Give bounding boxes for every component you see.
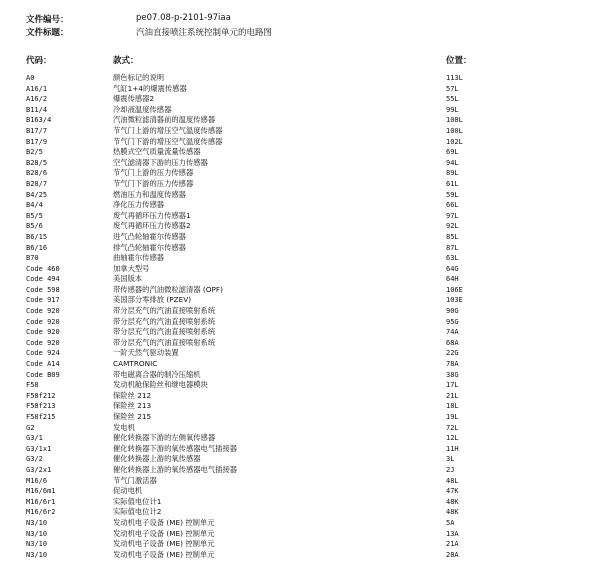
row-description: 带分层充气的汽油直接喷射系统 — [113, 306, 216, 316]
row-description: 带分层充气的汽油直接喷射系统 — [113, 316, 216, 326]
row-code: B17/7 — [26, 126, 48, 135]
row-position: 48K — [446, 508, 459, 517]
row-position: 13A — [446, 529, 459, 538]
row-code: B6/15 — [26, 232, 48, 241]
row-description: 节气门激活器 — [113, 475, 157, 485]
table-row — [0, 486, 602, 497]
row-position: 38G — [446, 370, 459, 379]
row-position: 64H — [446, 275, 459, 284]
row-code: F58 — [26, 381, 39, 390]
row-code: G3/1x1 — [26, 444, 52, 453]
row-code: Code 494 — [26, 275, 60, 284]
table-row — [0, 529, 602, 540]
row-code: G2 — [26, 423, 35, 432]
row-code: B2/5 — [26, 148, 43, 157]
row-code: Code B09 — [26, 370, 60, 379]
row-position: 3L — [446, 455, 455, 464]
row-code: B28/6 — [26, 169, 48, 178]
row-description: 美国版本 — [113, 274, 143, 284]
table-row — [0, 200, 602, 211]
row-code: B28/5 — [26, 158, 48, 167]
row-description: 排气凸轮轴霍尔传感器 — [113, 242, 186, 252]
row-code: B5/6 — [26, 222, 43, 231]
row-description: 美国部分零排放 (PZEV) — [113, 295, 192, 305]
row-description: 发动机舱保险丝和继电器模块 — [113, 380, 208, 390]
row-code: M16/6r2 — [26, 508, 56, 517]
row-position: 12L — [446, 434, 459, 443]
row-code: G3/2x1 — [26, 465, 52, 474]
table-row — [0, 391, 602, 402]
row-description: 颜色标记的说明 — [113, 73, 165, 82]
row-description: 一阶天然气驱动装置 — [113, 348, 179, 358]
row-description: 发动机电子设备 (ME) 控制单元 — [113, 517, 215, 527]
row-code: F58f215 — [26, 413, 56, 421]
table-row — [0, 274, 602, 285]
row-position: 18L — [446, 402, 459, 411]
row-position: 92L — [446, 222, 459, 231]
row-description: 带传感器的汽油微粒滤清器 (OPF) — [113, 284, 223, 294]
row-description: 冷却液温度传感器 — [113, 104, 172, 114]
row-position: 87L — [446, 243, 459, 252]
row-description: 废气再循环压力传感器1 — [113, 210, 191, 220]
row-position: 5A — [446, 518, 455, 527]
table-row — [0, 370, 602, 381]
row-position: 64G — [446, 264, 459, 273]
row-code: M16/6 — [26, 476, 48, 485]
row-description: 气缸1+4的爆震传感器 — [113, 83, 187, 93]
row-position: 22G — [446, 349, 459, 358]
row-code: Code 460 — [26, 264, 60, 273]
row-description: CAMTRONIC — [113, 359, 158, 369]
component-table — [0, 73, 602, 560]
table-row — [0, 401, 602, 412]
row-position: 78A — [446, 360, 459, 369]
row-position: 17L — [446, 381, 459, 390]
table-row — [0, 147, 602, 158]
row-code: B11/4 — [26, 105, 48, 114]
row-position: 21A — [446, 540, 459, 549]
row-code: N3/10 — [26, 529, 48, 538]
row-position: 90G — [446, 307, 459, 316]
doc-title-label: 文件标题： — [26, 28, 69, 38]
row-position: 55L — [446, 95, 459, 104]
row-description: 带分层充气的汽油直接喷射系统 — [113, 337, 216, 347]
row-description: 实际值电位计2 — [113, 507, 162, 517]
row-code: Code 920 — [26, 307, 60, 316]
row-position: 106E — [446, 285, 463, 294]
row-description: 保险丝 213 — [113, 401, 152, 411]
row-position: 63L — [446, 254, 459, 263]
table-row — [0, 253, 602, 264]
row-code: B6/16 — [26, 243, 48, 252]
row-description: 催化转换器下游的氧传感器电气插接器 — [113, 443, 238, 453]
row-description: 实际值电位计1 — [113, 496, 162, 506]
row-description: 节气门上游的压力传感器 — [113, 168, 194, 178]
row-position: 74A — [446, 328, 459, 337]
row-description: 空气滤清器下游的压力传感器 — [113, 157, 208, 167]
table-row — [0, 327, 602, 338]
row-position: 21L — [446, 391, 459, 400]
table-row — [0, 497, 602, 508]
table-row — [0, 423, 602, 434]
row-code: A16/2 — [26, 95, 48, 104]
table-row — [0, 412, 602, 423]
row-position: 28A — [446, 550, 459, 559]
row-description: 发动机电子设备 (ME) 控制单元 — [113, 539, 215, 549]
table-row — [0, 221, 602, 232]
row-position: 95G — [446, 317, 459, 326]
row-code: B4/4 — [26, 201, 43, 210]
table-row — [0, 264, 602, 275]
row-code: G3/2 — [26, 455, 43, 464]
row-position: 2J — [446, 465, 455, 474]
table-row — [0, 359, 602, 370]
table-row — [0, 380, 602, 391]
row-position: 68A — [446, 338, 459, 347]
row-code: N3/10 — [26, 518, 48, 527]
row-description: 催化转换器上游的氧传感器 — [113, 454, 201, 464]
table-row — [0, 317, 602, 328]
row-position: 66L — [446, 201, 459, 210]
header-desc: 款式： — [113, 56, 139, 66]
table-row — [0, 179, 602, 190]
table-row — [0, 539, 602, 550]
table-row — [0, 126, 602, 137]
row-code: M16/6m1 — [26, 487, 56, 496]
row-position: 94L — [446, 158, 459, 167]
row-position: 19L — [446, 413, 459, 421]
table-row — [0, 73, 602, 84]
doc-number-row — [26, 13, 231, 25]
row-description: 节气门上游的增压空气温度传感器 — [113, 125, 223, 135]
row-position: 72L — [446, 423, 459, 432]
table-row — [0, 507, 602, 518]
row-description: 保险丝 212 — [113, 390, 152, 400]
row-code: B163/4 — [26, 116, 52, 125]
table-row — [0, 211, 602, 222]
doc-number-label: 文件编号： — [26, 15, 69, 25]
header-pos: 位置： — [446, 56, 472, 66]
table-row — [0, 232, 602, 243]
row-description: 净化压力传感器 — [113, 200, 165, 210]
table-row — [0, 158, 602, 169]
row-description: 进气凸轮轴霍尔传感器 — [113, 231, 186, 241]
table-row — [0, 476, 602, 487]
table-row — [0, 137, 602, 148]
row-code: Code A14 — [26, 360, 60, 369]
row-description: 催化转换器上游的氧传感器电气插接器 — [113, 464, 238, 474]
row-position: 85L — [446, 232, 459, 241]
row-code: B70 — [26, 254, 39, 263]
row-code: M16/6r1 — [26, 497, 56, 506]
row-description: 保险丝 215 — [113, 412, 152, 421]
row-description: 爆震传感器2 — [113, 94, 155, 104]
table-row — [0, 550, 602, 561]
row-position: 102L — [446, 137, 463, 146]
table-row — [0, 94, 602, 105]
table-row — [0, 84, 602, 95]
row-position: 48K — [446, 497, 459, 506]
table-row — [0, 433, 602, 444]
row-position: 108L — [446, 116, 463, 125]
row-code: B28/7 — [26, 179, 48, 188]
row-description: 废气再循环压力传感器2 — [113, 221, 191, 231]
table-row — [0, 518, 602, 529]
row-code: Code 598 — [26, 285, 60, 294]
row-description: 汽油微粒滤清器前的温度传感器 — [113, 115, 216, 125]
row-description: 曲轴霍尔传感器 — [113, 253, 165, 263]
table-row — [0, 243, 602, 254]
row-position: 61L — [446, 179, 459, 188]
row-description: 节气门下游的增压空气温度传感器 — [113, 136, 223, 146]
row-description: 发动机电子设备 (ME) 控制单元 — [113, 528, 215, 538]
table-row — [0, 465, 602, 476]
row-position: 99L — [446, 105, 459, 114]
row-code: Code 924 — [26, 349, 60, 358]
table-row — [0, 338, 602, 349]
row-code: B4/25 — [26, 190, 48, 199]
table-row — [0, 454, 602, 465]
row-code: A0 — [26, 74, 35, 82]
row-code: A16/1 — [26, 84, 48, 93]
table-row — [0, 348, 602, 359]
row-code: F58f213 — [26, 402, 56, 411]
row-description: 热膜式空气质量流量传感器 — [113, 147, 201, 157]
row-code: Code 920 — [26, 328, 60, 337]
table-row — [0, 444, 602, 455]
row-position: 11H — [446, 444, 459, 453]
row-description: 加拿大型号 — [113, 263, 150, 273]
row-code: F58f212 — [26, 391, 56, 400]
table-row — [0, 168, 602, 179]
row-position: 57L — [446, 84, 459, 93]
row-description: 发动机电子设备 (ME) 控制单元 — [113, 549, 215, 559]
table-row — [0, 295, 602, 306]
row-position: 100L — [446, 126, 463, 135]
table-row — [0, 190, 602, 201]
row-description: 带电磁离合器的制冷压缩机 — [113, 369, 201, 379]
row-description: 带分层充气的汽油直接喷射系统 — [113, 327, 216, 337]
doc-number-value: pe07.08-p-2101-97iaa — [136, 13, 231, 23]
row-position: 97L — [446, 211, 459, 220]
row-position: 89L — [446, 169, 459, 178]
row-position: 59L — [446, 190, 459, 199]
table-row — [0, 115, 602, 126]
table-row — [0, 105, 602, 116]
row-description: 催化转换器下游的左侧氧传感器 — [113, 433, 216, 443]
row-position: 47K — [446, 487, 459, 496]
row-position: 69L — [446, 148, 459, 157]
row-code: Code 917 — [26, 296, 60, 305]
row-position: 103E — [446, 296, 463, 305]
row-position: 48L — [446, 476, 459, 485]
row-position: 113L — [446, 74, 463, 82]
header-code: 代码： — [26, 56, 52, 66]
doc-title-row — [26, 26, 273, 38]
row-description: 促动电机 — [113, 486, 143, 496]
row-code: N3/10 — [26, 540, 48, 549]
row-description: 节气门下游的压力传感器 — [113, 178, 194, 188]
row-code: N3/10 — [26, 550, 48, 559]
row-code: Code 920 — [26, 317, 60, 326]
row-code: G3/1 — [26, 434, 43, 443]
row-description: 燃油压力和温度传感器 — [113, 189, 186, 199]
row-code: Code 920 — [26, 338, 60, 347]
row-description: 发电机 — [113, 422, 135, 432]
doc-title-value: 汽油直接喷注系统控制单元的电路图 — [136, 28, 273, 38]
row-code: B5/5 — [26, 211, 43, 220]
row-code: B17/9 — [26, 137, 48, 146]
table-row — [0, 306, 602, 317]
table-row — [0, 285, 602, 296]
